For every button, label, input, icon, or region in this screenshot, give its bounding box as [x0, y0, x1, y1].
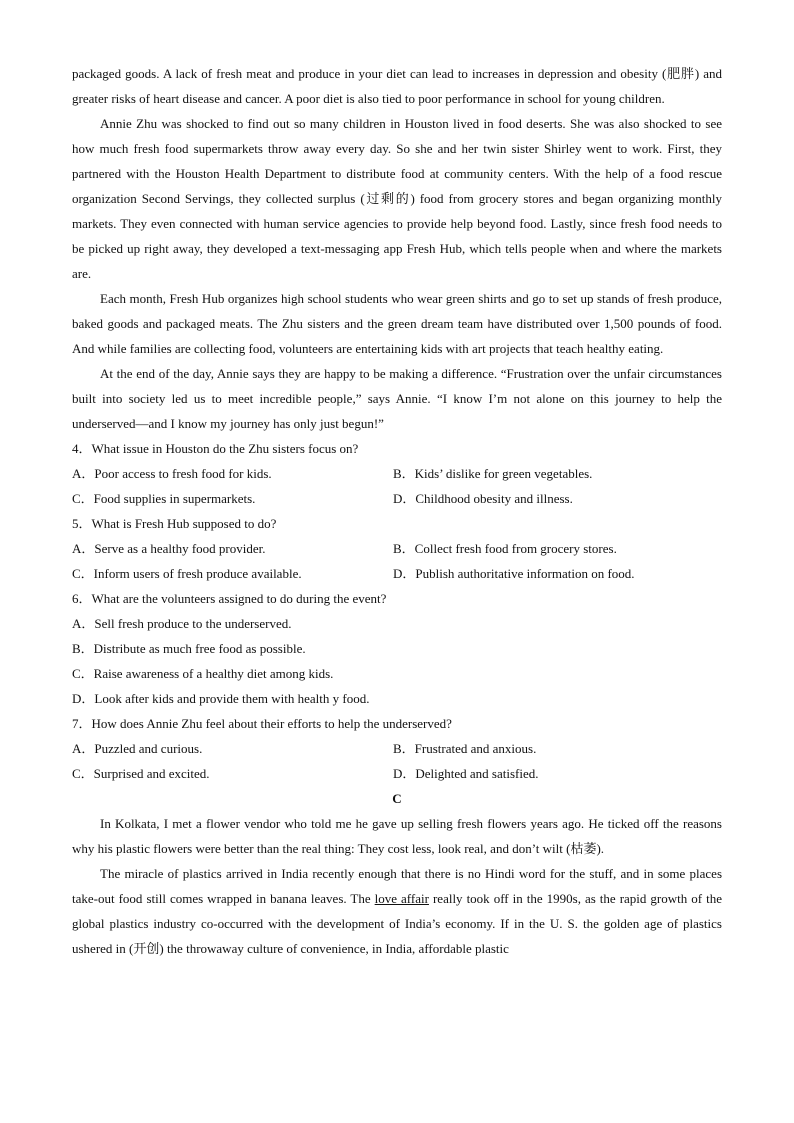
passage-c-paragraph-2	[72, 861, 722, 961]
question-7-option-d: D．Delighted and satisfied.	[393, 766, 539, 781]
question-7-stem: 7．How does Annie Zhu feel about their efforts to help the underserved?	[72, 716, 452, 731]
question-7-option-a: A．Puzzled and curious.	[72, 741, 203, 756]
question-6-option-d: D．Look after kids and provide them with health y food.	[72, 691, 370, 706]
question-5-stem: 5．What is Fresh Hub supposed to do?	[72, 516, 277, 531]
question-4-option-b: B．Kids’ dislike for green vegetables.	[393, 466, 593, 481]
question-4-option-c: C．Food supplies in supermarkets.	[72, 491, 256, 506]
passage-b-paragraph-3: Each month, Fresh Hub organizes high school students who wear green shirts and go to set up stands of fresh produce, baked goods and packaged meats. The Zhu sisters and the green dream team have distributed over 1,500 pounds of food. And while families are collecting food, volunteers are entertaining kids with art projects that teach healthy eating.	[72, 291, 722, 356]
question-4-option-a: A．Poor access to fresh food for kids.	[72, 466, 272, 481]
question-5-option-c: C．Inform users of fresh produce available.	[72, 566, 302, 581]
question-7-options-row-1	[72, 736, 722, 761]
question-6-option-b: B．Distribute as much free food as possible.	[72, 641, 306, 656]
question-5-option-d: D．Publish authoritative information on food.	[393, 566, 635, 581]
passage-b-paragraph-1: packaged goods. A lack of fresh meat and produce in your diet can lead to increases in depression and obesity (肥胖) and greater risks of heart disease and cancer. A poor diet is also tied to poor performance in school for young children.	[72, 66, 722, 106]
question-4-options-row-1	[72, 461, 722, 486]
question-5-option-a: A．Serve as a healthy food provider.	[72, 541, 266, 556]
question-4-options-row-2	[72, 486, 722, 511]
question-5-options-row-1	[72, 536, 722, 561]
question-6-stem: 6．What are the volunteers assigned to do during the event?	[72, 591, 387, 606]
passage-c-heading: C	[392, 791, 402, 806]
question-4-stem: 4．What issue in Houston do the Zhu sisters focus on?	[72, 441, 359, 456]
passage-c-p2-after: really took off in the 1990s, as the rapid growth of the global plastics industry co-occurred with the development of India’s economy. If in the U. S. the golden age of plastics ushered in (开创) the throwaway culture of convenience, in India, affordable plastic	[72, 891, 722, 956]
question-4-option-d: D．Childhood obesity and illness.	[393, 491, 573, 506]
question-6-option-a: A．Sell fresh produce to the underserved.	[72, 616, 292, 631]
passage-c-paragraph-1: In Kolkata, I met a flower vendor who told me he gave up selling fresh flowers years ago. He ticked off the reasons why his plastic flowers were better than the real thing: They cost less, look real, and don’t wilt (枯萎).	[72, 816, 722, 856]
question-7-option-c: C．Surprised and excited.	[72, 766, 210, 781]
question-7-options-row-2	[72, 761, 722, 786]
love-affair-underlined: love affair	[374, 891, 429, 906]
question-5-options-row-2	[72, 561, 722, 586]
passage-c-p2-before: The miracle of plastics arrived in India recently enough that there is no Hindi word for the stuff, and in some places take-out food still comes wrapped in banana leaves. The	[72, 866, 722, 906]
exam-page	[72, 61, 722, 961]
question-5-option-b: B．Collect fresh food from grocery stores.	[393, 541, 617, 556]
question-6-option-c: C．Raise awareness of a healthy diet among kids.	[72, 666, 334, 681]
question-7-option-b: B．Frustrated and anxious.	[393, 741, 537, 756]
passage-b-paragraph-2: Annie Zhu was shocked to find out so many children in Houston lived in food deserts. She was also shocked to see how much fresh food supermarkets throw away every day. So she and her twin sister Shirley went to work. First, they partnered with the Houston Health Department to distribute food at community centers. With the help of a food rescue organization Second Servings, they collected surplus (过剩的) food from grocery stores and began organizing monthly markets. They even connected with human service agencies to provide help beyond food. Lastly, since fresh food needs to be picked up right away, they developed a text-messaging app Fresh Hub, which tells people when and where the markets are.	[72, 116, 722, 281]
passage-b-paragraph-4: At the end of the day, Annie says they are happy to be making a difference. “Frustration over the unfair circumstances built into society led us to meet incredible people,” says Annie. “I know I’m not alone on this journey to help the underserved—and I know my journey has only just begun!”	[72, 366, 722, 431]
